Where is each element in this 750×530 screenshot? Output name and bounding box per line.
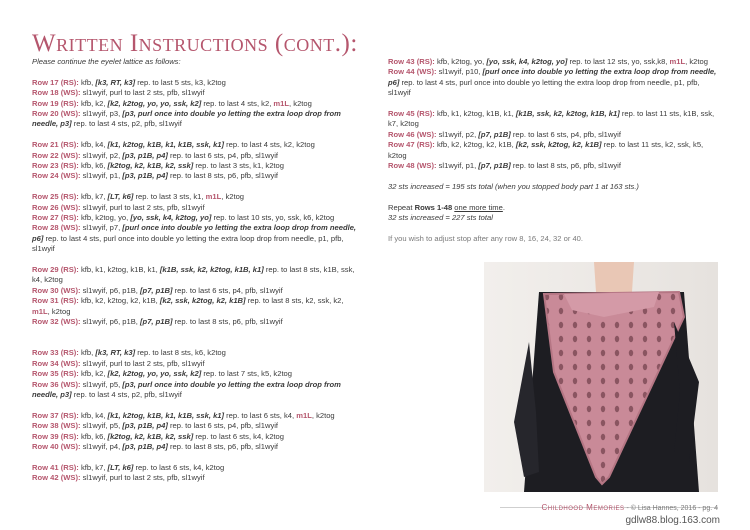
row-text: [k2tog, k2, k1B, k2, ssk]	[107, 431, 194, 441]
row-label: Row 34 (WS):	[32, 358, 81, 368]
row-text: rep. to last 4 sts, p2, pfb, sl1wyif	[71, 389, 182, 399]
row-text: [p7, p1B]	[478, 161, 511, 171]
row-text: sl1wyif, p4,	[80, 441, 123, 451]
instruction-row	[32, 369, 362, 379]
row-text: sl1wyif, p6, p1B,	[80, 285, 141, 295]
row-label: Row 31 (RS):	[32, 296, 79, 306]
row-text: kfb, k2,	[78, 98, 108, 108]
row-label: Row 28 (WS):	[32, 223, 81, 233]
watermark: gdlw88.blog.163.com	[625, 515, 720, 526]
row-text: sl1wyif, purl to last 2 sts, pfb, sl1wyif	[80, 358, 205, 368]
row-text: rep. to last 11 sts, k1B, ssk, k7, k2tog	[388, 109, 715, 129]
row-label: Row 19 (RS):	[32, 98, 79, 108]
instruction-row	[32, 411, 362, 421]
row-text: [p3, p1B, p4]	[122, 421, 168, 431]
row-text: [yo, ssk, k4, k2tog, yo]	[486, 57, 568, 66]
repeat-total: 32 sts increased = 227 sts total	[388, 213, 493, 223]
row-text: [k1B, ssk, k2, k2tog, k1B, k1]	[159, 265, 264, 275]
row-text: kfb, k2,	[78, 369, 108, 379]
row-text: kfb,	[78, 77, 96, 87]
row-text: sl1wyif, p7,	[80, 223, 123, 233]
instruction-row	[32, 317, 362, 327]
row-text: sl1wyif, p1,	[80, 171, 123, 181]
row-label: Row 29 (RS):	[32, 265, 79, 275]
row-text: m1L	[296, 410, 312, 420]
instruction-row	[32, 140, 362, 150]
row-text: sl1wyif, p2,	[80, 150, 123, 160]
row-label: Row 30 (WS):	[32, 285, 81, 295]
row-text: rep. to last 8 sts, k1B, ssk, k4, k2tog	[32, 265, 355, 285]
row-text: rep. to last 8 sts, p6, pfb, sl1wyif	[172, 317, 283, 327]
instruction-row	[32, 296, 362, 317]
row-text: rep. to last 7 sts, k5, k2tog	[201, 369, 292, 379]
row-text: [purl once into double yo letting the extra loop drop from needle, p6]	[32, 223, 357, 243]
row-text: m1L	[32, 306, 48, 316]
footer-title: Childhood Memories	[541, 503, 625, 512]
row-text: [purl once into double yo letting the extra loop drop from needle, p6]	[388, 67, 717, 87]
intro-text: Please continue the eyelet lattice as follows:	[32, 57, 181, 66]
row-text: sl1wyif, purl to last 2 sts, pfb, sl1wyif	[80, 473, 205, 483]
row-text: sl1wyif, p5,	[80, 379, 123, 389]
row-text: [p3, purl once into double yo letting the extra loop drop from needle, p3]	[32, 109, 341, 129]
repeat-instruction	[388, 203, 718, 213]
row-text: kfb, k4,	[78, 410, 108, 420]
row-text: sl1wyif, p1,	[436, 161, 479, 171]
instruction-row	[32, 463, 362, 473]
row-label: Row 43 (RS):	[388, 57, 435, 66]
row-text: rep. to last 6 sts, k4, k2tog	[133, 462, 225, 472]
page-footer	[541, 503, 718, 512]
row-text: sl1wyif, p6, p1B,	[80, 317, 141, 327]
row-text: m1L	[669, 57, 686, 66]
instruction-row	[388, 130, 718, 140]
right-column	[388, 57, 718, 244]
shawl-photo-illustration	[484, 262, 718, 492]
row-text: [k1, k2tog, k1B, k1, k1B, ssk, k1]	[107, 410, 225, 420]
row-label: Row 47 (RS):	[388, 140, 435, 150]
instruction-row	[32, 88, 362, 98]
row-text: [k1B, ssk, k2, k2tog, k1B, k1]	[515, 109, 620, 119]
row-text: kfb, k2tog, yo,	[78, 213, 131, 223]
row-label: Row 39 (RS):	[32, 431, 79, 441]
row-text: sl1wyif, p10,	[436, 67, 483, 77]
row-text: rep. to last 6 sts, k4,	[224, 410, 297, 420]
row-label: Row 45 (RS):	[388, 109, 435, 119]
row-text: kfb, k6,	[78, 161, 108, 171]
instruction-row	[32, 203, 362, 213]
row-text: rep. to last 8 sts, k2, ssk, k2,	[245, 296, 344, 306]
row-text: [yo, ssk, k4, k2tog, yo]	[130, 213, 212, 223]
row-label: Row 41 (RS):	[32, 462, 79, 472]
row-text: m1L	[205, 192, 222, 202]
left-row-list	[32, 78, 362, 484]
row-text: [p3, purl once into double yo letting the extra loop drop from needle, p3]	[32, 379, 341, 399]
instruction-row	[32, 286, 362, 296]
row-label: Row 17 (RS):	[32, 77, 79, 87]
row-label: Row 32 (WS):	[32, 317, 81, 327]
row-label: Row 22 (WS):	[32, 150, 81, 160]
row-label: Row 27 (RS):	[32, 213, 79, 223]
instruction-row	[32, 473, 362, 483]
row-text: , k2tog	[289, 98, 312, 108]
row-label: Row 24 (WS):	[32, 171, 81, 181]
row-text: [LT, k6]	[107, 192, 134, 202]
instruction-row	[32, 161, 362, 171]
instruction-row	[388, 161, 718, 171]
row-text: , k2tog	[685, 57, 708, 66]
instruction-row	[32, 421, 362, 431]
row-text: kfb, k7,	[78, 192, 108, 202]
row-text: [k1, k2tog, k1B, k1, k1B, ssk, k1]	[107, 140, 225, 150]
row-label: Row 18 (WS):	[32, 88, 81, 98]
instruction-row	[32, 99, 362, 109]
instruction-row	[32, 348, 362, 358]
row-text: rep. to last 6 sts, p4, pfb, sl1wyif	[167, 150, 279, 160]
row-text: rep. to last 6 sts, p4, pfb, sl1wyif	[172, 285, 283, 295]
row-text: rep. to last 12 sts, yo, ssk,k8,	[567, 57, 670, 66]
row-text: kfb,	[78, 348, 96, 358]
instruction-row	[32, 78, 362, 88]
instruction-row	[32, 380, 362, 401]
row-text: rep. to last 8 sts, p6, pfb, sl1wyif	[167, 171, 279, 181]
row-text: sl1wyif, purl to last 2 sts, pfb, sl1wyif	[80, 88, 205, 98]
row-text: rep. to last 10 sts, yo, ssk, k6, k2tog	[211, 213, 335, 223]
row-text: sl1wyif, p2,	[436, 129, 479, 139]
page-title: Written Instructions (cont.):	[32, 30, 358, 57]
repeat-suffix: .	[502, 202, 505, 212]
row-text: [p3, p1B, p4]	[122, 150, 168, 160]
row-text: kfb, k7,	[78, 462, 108, 472]
row-text: kfb, k1, k2tog, k1B, k1,	[78, 265, 160, 275]
row-text: sl1wyif, purl to last 2 sts, pfb, sl1wyif	[80, 202, 205, 212]
row-text: [k2, ssk, k2tog, k2, k1B]	[515, 140, 602, 150]
row-text: [k2tog, k2, k1B, k2, ssk]	[107, 161, 194, 171]
row-text: rep. to last 4 sts, purl once into double yo letting the extra loop drop from needle, p1, pfb, sl1wyif	[32, 233, 344, 254]
row-text: rep. to last 4 sts, p2, pfb, sl1wyif	[71, 119, 182, 129]
row-label: Row 23 (RS):	[32, 161, 79, 171]
row-text: rep. to last 6 sts, k4, k2tog	[193, 431, 284, 441]
row-text: kfb, k1, k2tog, k1B, k1,	[434, 109, 516, 119]
row-text: , k2tog	[311, 410, 335, 420]
footer-text: - © Lisa Hannes, 2016 - pg. 4	[626, 505, 718, 512]
row-text: sl1wyif, p5,	[80, 421, 123, 431]
row-text: kfb, k6,	[78, 431, 108, 441]
row-text: sl1wyif, p3,	[80, 109, 123, 119]
row-text: rep. to last 3 sts, k1, k2tog	[193, 161, 284, 171]
row-text: [k3, RT, k3]	[95, 348, 136, 358]
instruction-row	[388, 109, 718, 130]
row-label: Row 20 (WS):	[32, 109, 81, 119]
instruction-row	[32, 223, 362, 254]
row-label: Row 21 (RS):	[32, 140, 79, 150]
row-text: kfb, k2, k2tog, k2, k1B,	[78, 296, 160, 306]
instruction-row	[388, 67, 718, 98]
row-text: [k2, k2tog, yo, yo, ssk, k2]	[107, 98, 202, 108]
adjust-note: If you wish to adjust stop after any row 8, 16, 24, 32 or 40.	[388, 233, 584, 243]
instruction-row	[388, 57, 718, 67]
instruction-row	[388, 140, 718, 161]
row-text: m1L	[273, 98, 290, 108]
instruction-row	[32, 432, 362, 442]
instruction-row	[32, 151, 362, 161]
row-text: [p3, p1B, p4]	[122, 441, 168, 451]
row-text: [k2, ssk, k2tog, k2, k1B]	[159, 296, 246, 306]
row-label: Row 37 (RS):	[32, 410, 79, 420]
row-text: [k3, RT, k3]	[95, 77, 136, 87]
row-label: Row 26 (WS):	[32, 202, 81, 212]
instruction-row	[32, 192, 362, 202]
row-text: rep. to last 6 sts, p4, pfb, sl1wyif	[510, 129, 621, 139]
row-text: [p7, p1B]	[478, 129, 511, 139]
row-label: Row 48 (WS):	[388, 161, 437, 171]
row-text: kfb, k4,	[78, 140, 108, 150]
row-text: [p7, p1B]	[140, 285, 173, 295]
row-text: kfb, k2tog, yo,	[434, 57, 487, 66]
row-text: rep. to last 11 sts, k2, ssk, k5, k2tog	[388, 140, 704, 160]
row-text: rep. to last 4 sts, purl once into double yo letting the extra loop drop from needle, p1, pfb, sl1wyif	[388, 77, 700, 98]
row-text: [p3, p1B, p4]	[122, 171, 168, 181]
row-text: kfb, k2, k2tog, k2, k1B,	[434, 140, 516, 150]
shawl-photo	[484, 262, 718, 492]
row-label: Row 36 (WS):	[32, 379, 81, 389]
instruction-row	[32, 109, 362, 130]
row-text: , k2tog	[221, 192, 245, 202]
row-text: rep. to last 8 sts, k6, k2tog	[135, 348, 226, 358]
row-text: rep. to last 8 sts, p6, pfb, sl1wyif	[167, 441, 279, 451]
repeat-more: one more time	[454, 202, 503, 212]
row-label: Row 35 (RS):	[32, 369, 79, 379]
instruction-row	[32, 359, 362, 369]
row-text: rep. to last 6 sts, p4, pfb, sl1wyif	[167, 421, 279, 431]
row-text: rep. to last 4 sts, k2,	[201, 98, 274, 108]
row-text: rep. to last 8 sts, p6, pfb, sl1wyif	[510, 161, 621, 171]
right-row-list	[388, 57, 718, 171]
row-text: [p7, p1B]	[140, 317, 173, 327]
row-text: rep. to last 4 sts, k2, k2tog	[224, 140, 315, 150]
left-column	[32, 57, 362, 484]
row-label: Row 40 (WS):	[32, 441, 81, 451]
row-text: , k2tog	[47, 306, 71, 316]
row-text: [LT, k6]	[107, 462, 134, 472]
row-text: rep. to last 3 sts, k1,	[133, 192, 206, 202]
repeat-prefix: Repeat	[388, 202, 415, 212]
row-label: Row 44 (WS):	[388, 67, 437, 77]
instruction-row	[32, 265, 362, 286]
instruction-row	[32, 442, 362, 452]
row-label: Row 38 (WS):	[32, 421, 81, 431]
row-label: Row 25 (RS):	[32, 192, 79, 202]
row-text: [k2, k2tog, yo, yo, ssk, k2]	[107, 369, 202, 379]
instruction-row	[32, 213, 362, 223]
instruction-row	[32, 171, 362, 181]
row-text: rep. to last 5 sts, k3, k2tog	[135, 77, 226, 87]
row-label: Row 46 (WS):	[388, 129, 437, 139]
repeat-rows: Rows 1-48	[414, 202, 453, 212]
row-label: Row 42 (WS):	[32, 473, 81, 483]
increase-note: 32 sts increased = 195 sts total (when you stopped body part 1 at 163 sts.)	[388, 181, 639, 191]
row-label: Row 33 (RS):	[32, 348, 79, 358]
